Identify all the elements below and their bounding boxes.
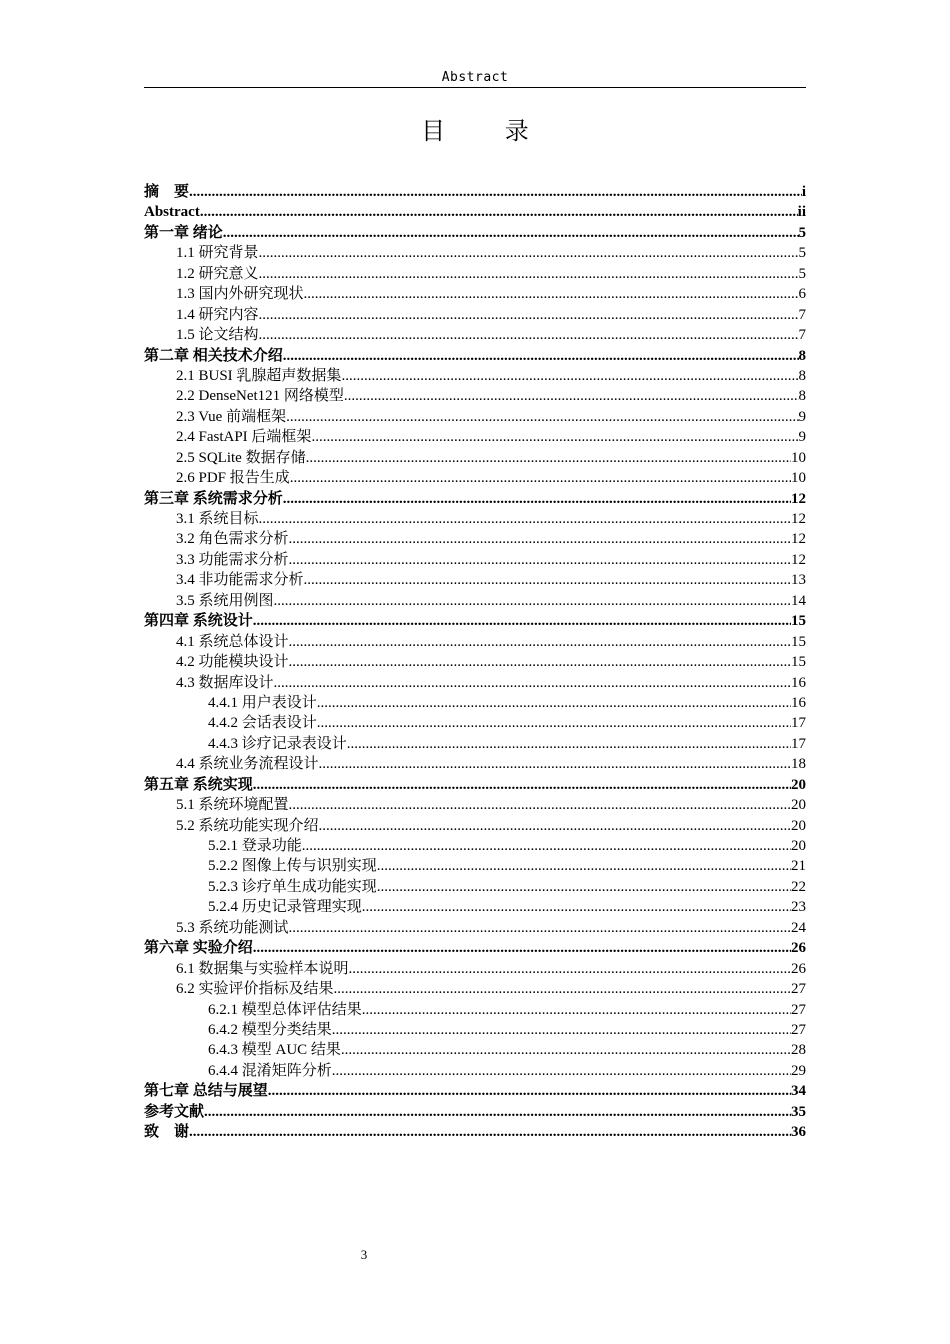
table-of-contents [144,182,806,1143]
toc-entry[interactable] [144,611,806,631]
toc-entry-label: 致 谢 [144,1124,190,1141]
toc-leader-dots [362,897,791,917]
toc-entry-page: 5 [798,265,806,282]
toc-entry-label: 3.3 功能需求分析 [176,551,289,568]
toc-leader-dots [259,264,799,284]
toc-entry-page: 9 [798,429,806,446]
toc-entry[interactable] [144,489,806,509]
toc-entry[interactable] [144,652,806,672]
toc-entry-page: 27 [791,1001,806,1018]
toc-entry-label: Abstract [144,204,200,221]
toc-leader-dots [334,979,791,999]
toc-entry-page: 12 [791,551,806,568]
toc-leader-dots [341,1040,791,1060]
toc-entry[interactable] [144,366,806,386]
toc-entry-label: 5.1 系统环境配置 [176,797,289,814]
toc-entry-label: 5.2.1 登录功能 [208,838,302,854]
toc-entry-label: 1.3 国内外研究现状 [176,286,304,303]
toc-entry-label: 5.2.3 诊疗单生成功能实现 [208,878,377,895]
toc-leader-dots [274,673,791,693]
toc-leader-dots [377,856,791,876]
toc-entry-label: 第四章 系统设计 [144,613,253,630]
toc-entry[interactable] [144,918,806,938]
toc-entry-page: 22 [791,878,806,895]
toc-entry-label: 2.1 BUSI 乳腺超声数据集 [176,367,342,384]
toc-leader-dots [283,346,799,366]
toc-entry-label: 4.2 功能模块设计 [176,654,289,671]
toc-leader-dots [319,816,791,836]
toc-leader-dots [347,734,791,754]
toc-entry[interactable] [144,775,806,795]
toc-leader-dots [289,652,791,672]
toc-entry-label: 第二章 相关技术介绍 [144,347,283,364]
toc-entry-label: 4.3 数据库设计 [176,674,274,691]
toc-entry-page: 28 [791,1042,806,1059]
toc-entry-label: 3.2 角色需求分析 [176,531,289,548]
toc-entry-label: 1.1 研究背景 [176,245,259,262]
toc-entry[interactable] [144,448,806,468]
toc-entry-page: 16 [791,694,806,711]
toc-entry-label: 5.2.2 图像上传与识别实现 [208,858,377,875]
toc-entry-label: 3.1 系统目标 [176,511,259,527]
toc-entry[interactable] [144,795,806,815]
toc-entry[interactable] [144,1000,806,1020]
toc-entry[interactable] [144,570,806,590]
toc-leader-dots [332,1061,791,1081]
toc-entry-label: 4.4.2 会话表设计 [208,715,317,732]
toc-leader-dots [306,448,791,468]
toc-entry-label: 1.4 研究内容 [176,306,259,323]
toc-entry[interactable] [144,591,806,611]
toc-entry-page: 16 [791,674,806,691]
toc-leader-dots [204,1102,791,1122]
toc-entry-page: 10 [791,470,806,487]
toc-entry[interactable] [144,877,806,897]
toc-leader-dots [223,223,799,243]
toc-entry[interactable] [144,1081,806,1101]
toc-entry[interactable] [144,509,806,529]
toc-entry-page: 15 [791,633,806,650]
toc-entry-label: 5.2.4 历史记录管理实现 [208,899,362,916]
toc-entry[interactable] [144,468,806,488]
toc-entry-page: 7 [798,306,806,323]
toc-entry[interactable] [144,243,806,263]
toc-entry-page: 24 [791,919,806,936]
toc-entry-page: 12 [791,511,806,527]
toc-entry[interactable] [144,223,806,243]
toc-leader-dots [286,407,798,427]
toc-entry[interactable] [144,1020,806,1040]
toc-entry-page: 15 [791,654,806,671]
toc-entry-page: 20 [791,838,806,854]
toc-entry-page: 23 [791,899,806,916]
toc-leader-dots [189,1122,791,1142]
toc-leader-dots [319,754,791,774]
toc-leader-dots [311,427,798,447]
toc-leader-dots [200,202,798,222]
toc-leader-dots [341,366,798,386]
toc-entry[interactable] [144,938,806,958]
toc-entry[interactable] [144,386,806,406]
toc-entry[interactable] [144,1061,806,1081]
toc-entry-label: 参考文献 [144,1103,205,1120]
toc-entry-label: 第一章 绪论 [144,224,223,241]
toc-entry-label: 3.4 非功能需求分析 [176,572,304,589]
toc-entry-page: 6 [798,286,806,303]
toc-leader-dots [289,529,791,549]
toc-entry-page: 36 [791,1124,806,1141]
toc-entry[interactable] [144,979,806,999]
toc-entry-page: 5 [798,224,806,241]
running-header: Abstract [441,70,509,85]
toc-leader-dots [317,713,791,733]
toc-leader-dots [344,386,799,406]
toc-entry-page: 7 [798,327,806,344]
toc-entry-page: 8 [798,347,806,364]
toc-leader-dots [362,1000,791,1020]
toc-leader-dots [283,489,791,509]
toc-leader-dots [302,836,791,856]
toc-leader-dots [253,775,791,795]
toc-leader-dots [304,284,799,304]
toc-entry[interactable] [144,325,806,345]
toc-entry[interactable] [144,734,806,754]
toc-leader-dots [274,591,791,611]
toc-entry-page: 10 [791,449,806,466]
toc-leader-dots [289,632,791,652]
toc-entry[interactable] [144,693,806,713]
toc-entry-label: 第五章 系统实现 [144,776,253,793]
toc-leader-dots [259,509,791,529]
toc-entry[interactable] [144,632,806,652]
toc-leader-dots [317,693,791,713]
toc-entry[interactable] [144,816,806,836]
toc-entry-page: 27 [791,1021,806,1038]
header-rule [144,87,806,88]
toc-entry-label: 6.2 实验评价指标及结果 [176,981,334,998]
toc-entry[interactable] [144,407,806,427]
toc-entry[interactable] [144,264,806,284]
toc-entry[interactable] [144,959,806,979]
toc-entry-page: 18 [791,756,806,773]
toc-entry-label: 5.2 系统功能实现介绍 [176,817,319,834]
toc-entry-label: 4.4.1 用户表设计 [208,694,317,711]
toc-leader-dots [253,938,791,958]
toc-leader-dots [349,959,791,979]
toc-entry-label: 2.6 PDF 报告生成 [176,470,290,487]
toc-entry-page: 15 [791,613,806,630]
toc-entry[interactable] [144,427,806,447]
toc-entry-label: 第六章 实验介绍 [144,940,253,957]
toc-leader-dots [259,325,799,345]
toc-entry-label: 6.4.4 混淆矩阵分析 [208,1062,332,1079]
toc-entry-page: 8 [798,388,806,405]
toc-entry-label: 2.2 DenseNet121 网络模型 [176,388,344,405]
toc-entry[interactable] [144,1102,806,1122]
toc-entry[interactable] [144,284,806,304]
toc-entry-label: 6.2.1 模型总体评估结果 [208,1001,362,1018]
toc-leader-dots [332,1020,791,1040]
toc-entry[interactable] [144,897,806,917]
toc-entry-label: 1.5 论文结构 [176,327,259,344]
toc-entry[interactable] [144,182,806,202]
toc-entry-label: 2.3 Vue 前端框架 [176,408,287,425]
toc-entry-page: 26 [791,940,806,957]
toc-entry-page: 27 [791,981,806,998]
toc-entry[interactable] [144,1122,806,1142]
toc-entry-page: 5 [798,245,806,262]
toc-entry-label: 6.4.2 模型分类结果 [208,1021,332,1038]
toc-entry-page: 20 [791,797,806,814]
toc-entry[interactable] [144,346,806,366]
toc-entry-label: 第三章 系统需求分析 [144,490,283,507]
toc-leader-dots [253,611,791,631]
toc-leader-dots [189,182,802,202]
toc-entry-page: 20 [791,817,806,834]
toc-entry-page: 12 [791,531,806,548]
toc-entry[interactable] [144,856,806,876]
toc-entry-label: 2.5 SQLite 数据存储 [176,449,306,466]
toc-entry-page: 20 [791,776,806,793]
toc-leader-dots [259,243,799,263]
toc-entry[interactable] [144,836,806,856]
toc-entry-page: 8 [798,367,806,384]
toc-leader-dots [377,877,791,897]
toc-entry-page: 12 [791,490,806,507]
toc-entry-label: 6.1 数据集与实验样本说明 [176,960,349,977]
toc-leader-dots [289,918,791,938]
toc-entry-page: i [801,184,806,200]
toc-leader-dots [289,795,791,815]
toc-leader-dots [290,468,791,488]
toc-entry-label: 4.4.3 诊疗记录表设计 [208,735,347,752]
toc-entry-label: 4.1 系统总体设计 [176,633,289,650]
page-number: 3 [360,1247,368,1262]
toc-entry[interactable] [144,673,806,693]
toc-entry[interactable] [144,305,806,325]
toc-entry[interactable] [144,713,806,733]
toc-leader-dots [268,1081,791,1101]
toc-entry[interactable] [144,202,806,222]
toc-leader-dots [289,550,791,570]
toc-entry-label: 5.3 系统功能测试 [176,919,289,936]
toc-leader-dots [304,570,791,590]
toc-entry[interactable] [144,754,806,774]
toc-entry-page: 14 [791,592,806,609]
toc-entry-page: 21 [791,858,806,875]
toc-entry-page: 35 [791,1103,806,1120]
toc-entry-page: 26 [791,960,806,977]
toc-entry-label: 2.4 FastAPI 后端框架 [176,429,312,446]
toc-entry[interactable] [144,529,806,549]
toc-entry-label: 1.2 研究意义 [176,265,259,282]
toc-title: 目 录 [421,117,555,145]
toc-entry-page: 17 [791,715,806,732]
toc-entry-label: 摘 要 [144,184,190,200]
toc-entry[interactable] [144,1040,806,1060]
toc-entry-page: 17 [791,735,806,752]
toc-entry-page: 29 [791,1062,806,1079]
toc-entry-label: 6.4.3 模型 AUC 结果 [208,1042,341,1059]
toc-entry-page: 34 [791,1083,806,1100]
toc-leader-dots [259,305,799,325]
toc-entry-page: ii [797,204,806,221]
toc-entry-page: 13 [791,572,806,589]
toc-entry-label: 4.4 系统业务流程设计 [176,756,319,773]
toc-entry-label: 第七章 总结与展望 [144,1083,268,1100]
toc-entry-label: 3.5 系统用例图 [176,592,274,609]
toc-entry[interactable] [144,550,806,570]
toc-entry-page: 9 [798,408,806,425]
